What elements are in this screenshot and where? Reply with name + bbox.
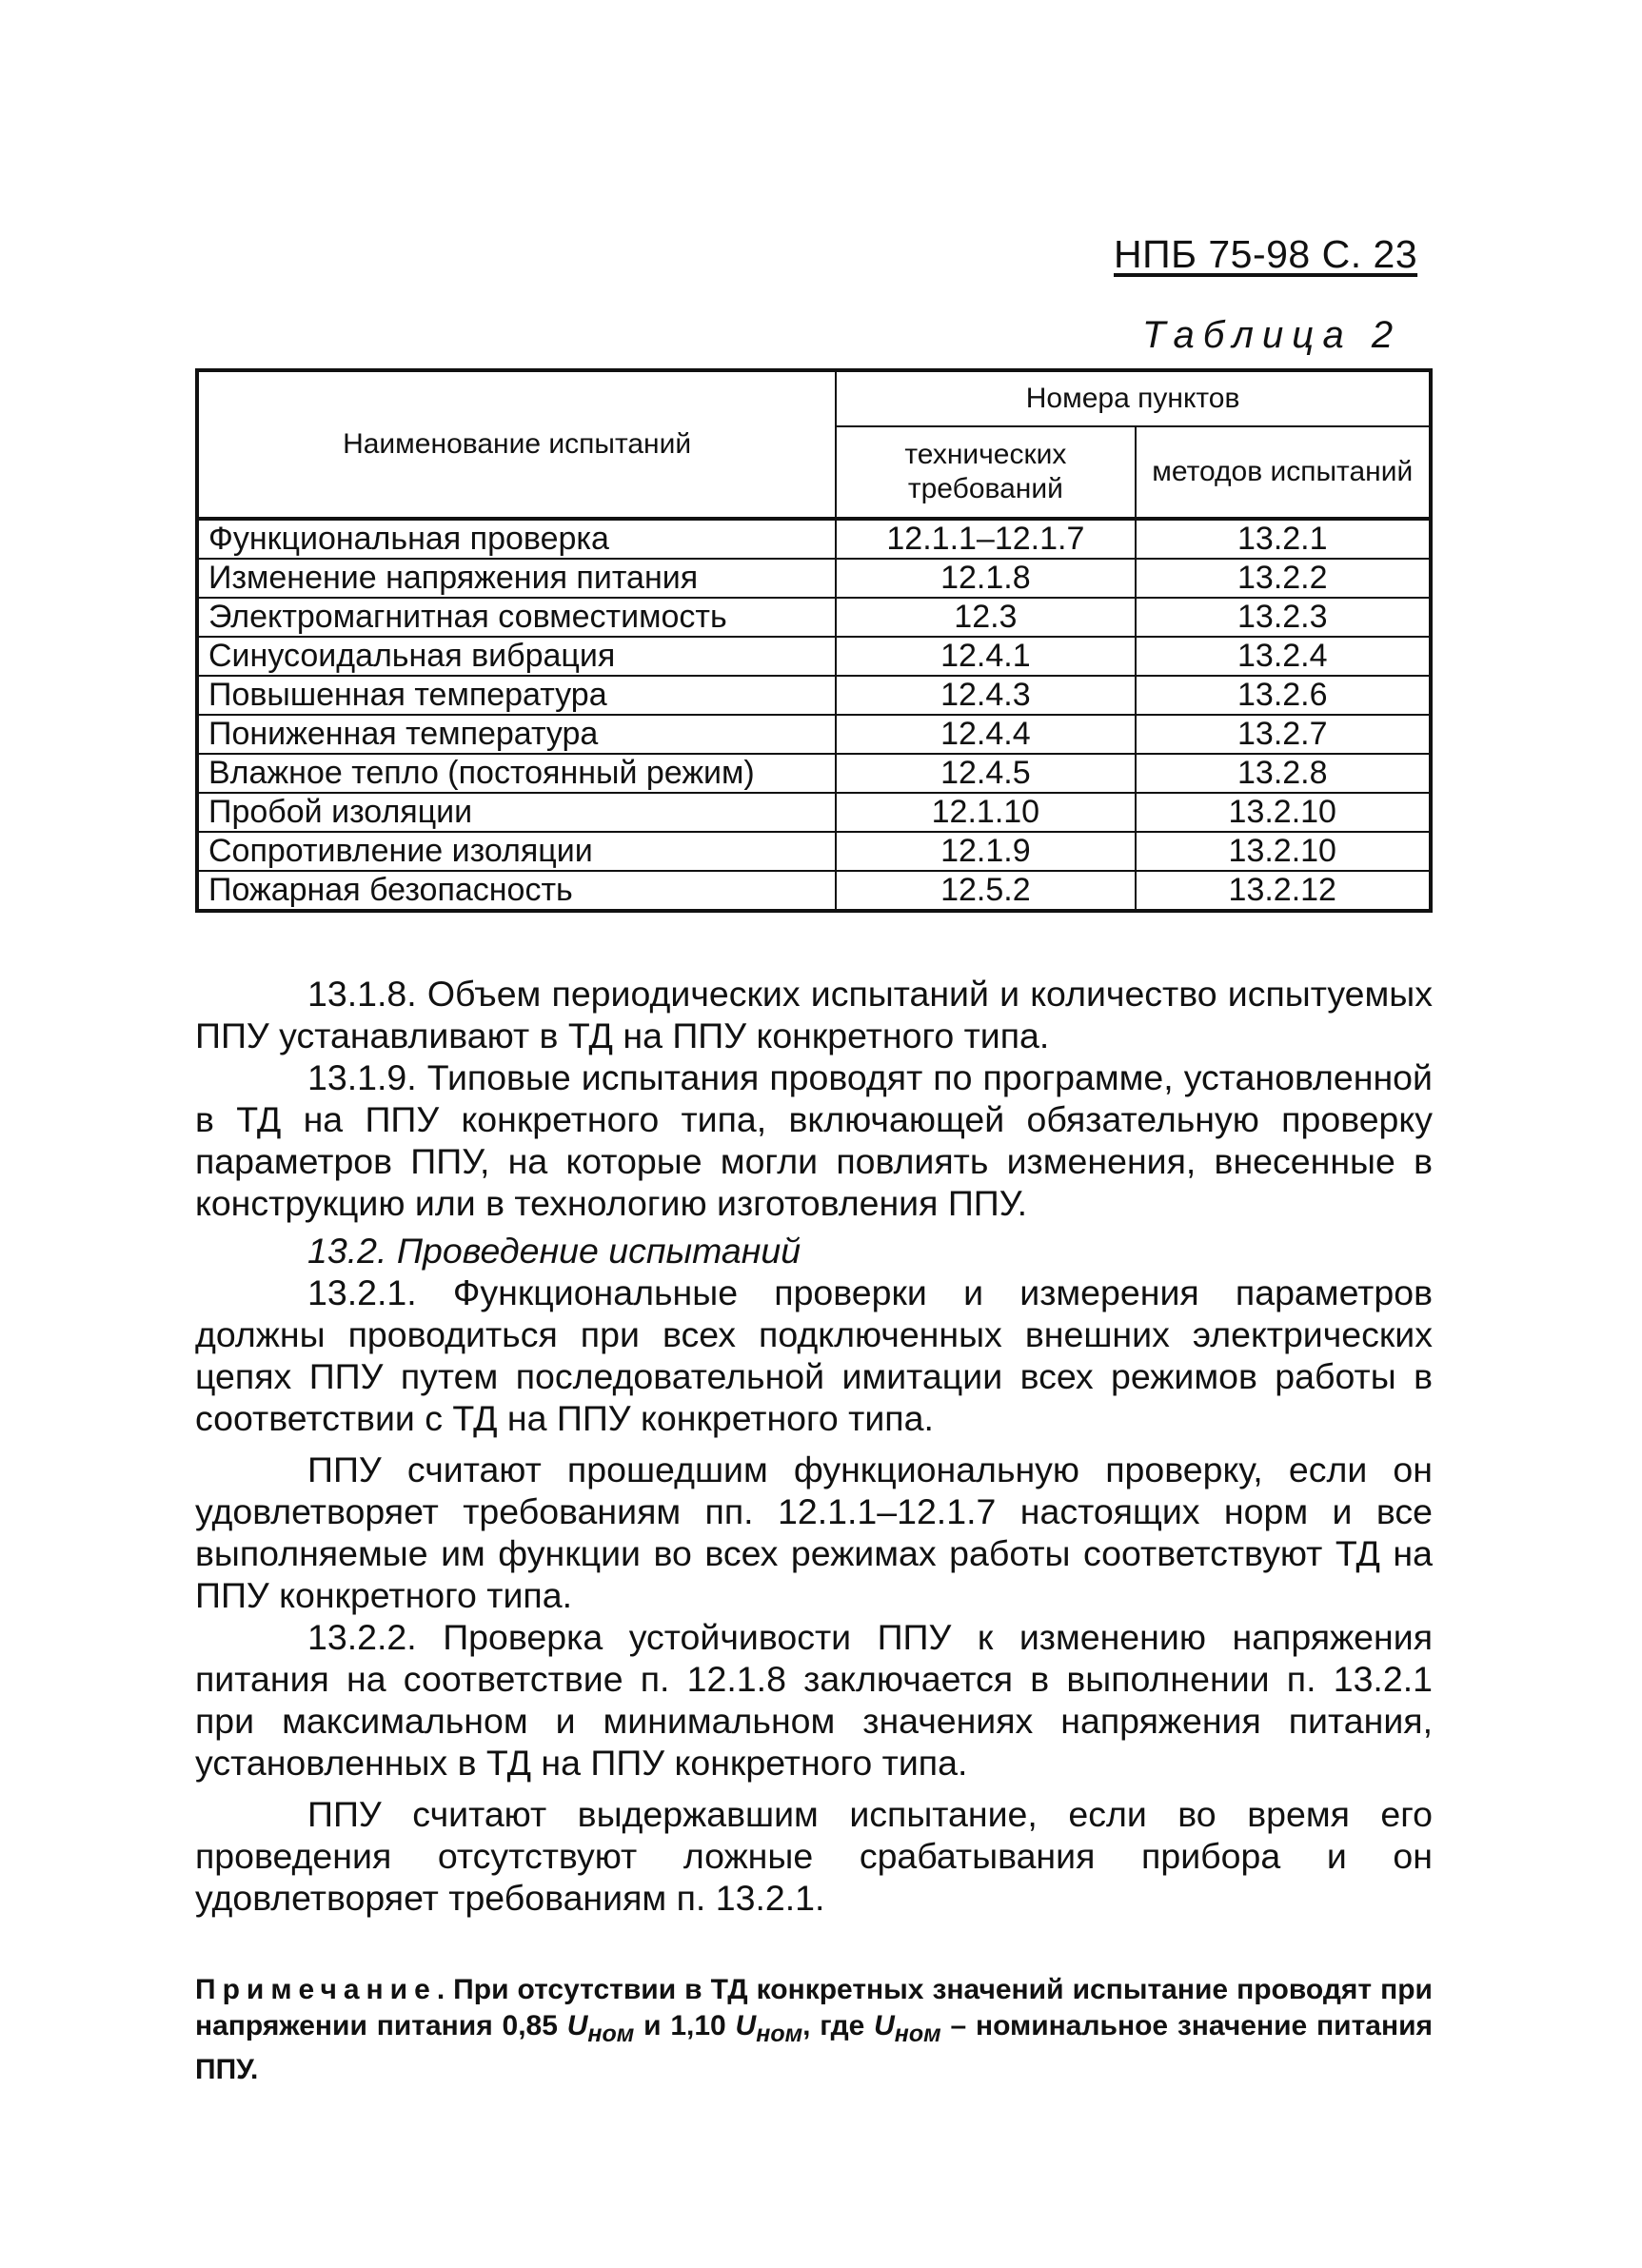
tech-requirement-ref: 12.4.4 <box>836 715 1135 754</box>
table-row <box>197 519 1431 559</box>
tech-requirement-ref: 12.1.10 <box>836 793 1135 832</box>
u-nom-symbol: $U_{ном}$ <box>566 2010 635 2047</box>
test-name: Влажное тепло (постоянный режим) <box>197 754 836 793</box>
paragraph-13-1-8: 13.1.8. Объем периодических испытаний и количество испытуемых ППУ устанавливают в ТД на ППУ конкретного типа. <box>195 974 1433 1055</box>
tech-requirement-ref: 12.4.1 <box>836 637 1135 676</box>
paragraph-13-2-1: 13.2.1. Функциональные проверки и измерения параметров должны проводиться при всех подключенных внешних электрических цепях ППУ путем последовательной имитации всех режимов работы в соответствии с ТД на ППУ конкретного типа. <box>195 1272 1433 1438</box>
test-name: Синусоидальная вибрация <box>197 637 836 676</box>
tech-requirement-ref: 12.1.9 <box>836 832 1135 871</box>
test-name: Изменение напряжения питания <box>197 559 836 598</box>
test-name: Функциональная проверка <box>197 519 836 559</box>
header-test-methods: методов испытаний <box>1136 426 1431 519</box>
table-row <box>197 559 1431 598</box>
table-row <box>197 637 1431 676</box>
tech-requirement-ref: 12.5.2 <box>836 871 1135 911</box>
table-caption: Таблица 2 <box>1142 314 1402 356</box>
note-text-2: и 1,10 <box>643 2010 726 2041</box>
body-text <box>195 973 1433 1919</box>
paragraph-13-2-2-result: ППУ считают выдержавшим испытание, если во время его проведения отсутствуют ложные срабатывания прибора и он удовлетворяет требованиям п. 13.2.1. <box>195 1794 1433 1918</box>
test-name: Повышенная температура <box>197 676 836 715</box>
section-heading: 13.2. Проведение испытаний <box>307 1231 801 1271</box>
tech-requirement-ref: 12.1.8 <box>836 559 1135 598</box>
note-text-1: . При отсутствии в ТД конкретных значений испытание проводят при напряжении питания 0,85 <box>195 1974 1433 2041</box>
note <box>195 1972 1433 2088</box>
test-method-ref: 13.2.6 <box>1136 676 1431 715</box>
table-row <box>197 793 1431 832</box>
tech-requirement-ref: 12.3 <box>836 598 1135 637</box>
test-method-ref: 13.2.2 <box>1136 559 1431 598</box>
tech-requirement-ref: 12.4.5 <box>836 754 1135 793</box>
table-row <box>197 598 1431 637</box>
paragraph-13-2-1-result: ППУ считают прошедшим функциональную проверку, если он удовлетворяет требованиям пп. 12.1.1–12.1.7 настоящих норм и все выполняемые им функции во всех режимах работы соответствуют ТД на ППУ конкретного типа. <box>195 1450 1433 1615</box>
page-header: НПБ 75-98 С. 23 <box>1114 232 1418 276</box>
header-item-numbers: Номера пунктов <box>836 370 1431 426</box>
table-row <box>197 715 1431 754</box>
tech-requirement-ref: 12.4.3 <box>836 676 1135 715</box>
test-method-ref: 13.2.10 <box>1136 793 1431 832</box>
u-nom-symbol: $U_{ном}$ <box>735 2010 803 2047</box>
test-name: Пониженная температура <box>197 715 836 754</box>
paragraph-13-2-2: 13.2.2. Проверка устойчивости ППУ к изменению напряжения питания на соответствие п. 12.1.8 заключается в выполнении п. 13.2.1 при максимальном и минимальном значениях напряжения питания, установленных в ТД на ППУ конкретного типа. <box>195 1617 1433 1783</box>
table-row <box>197 754 1431 793</box>
test-name: Сопротивление изоляции <box>197 832 836 871</box>
test-method-ref: 13.2.1 <box>1136 519 1431 559</box>
test-method-ref: 13.2.10 <box>1136 832 1431 871</box>
table-row <box>197 676 1431 715</box>
note-label: Примечание <box>195 1974 437 2005</box>
paragraph-13-1-9: 13.1.9. Типовые испытания проводят по программе, установленной в ТД на ППУ конкретного типа, включающей обязательную проверку параметров ППУ, на которые могли повлиять изменения, внесенные в конструкцию или в технологию изготовления ППУ. <box>195 1057 1433 1223</box>
tech-requirement-ref: 12.1.1–12.1.7 <box>836 519 1135 559</box>
tests-table <box>195 368 1433 913</box>
test-name: Пробой изоляции <box>197 793 836 832</box>
note-text-4: – номинальное значение питания ППУ. <box>195 2010 1434 2085</box>
test-method-ref: 13.2.4 <box>1136 637 1431 676</box>
test-method-ref: 13.2.8 <box>1136 754 1431 793</box>
test-method-ref: 13.2.3 <box>1136 598 1431 637</box>
u-nom-symbol: $U_{ном}$ <box>874 2010 941 2047</box>
header-test-name: Наименование испытаний <box>197 370 836 519</box>
test-method-ref: 13.2.12 <box>1136 871 1431 911</box>
test-method-ref: 13.2.7 <box>1136 715 1431 754</box>
note-text-3: , где <box>802 2010 865 2041</box>
table-row <box>197 871 1431 911</box>
test-name: Пожарная безопасность <box>197 871 836 911</box>
header-tech-requirements: технических требований <box>836 426 1135 519</box>
table-row <box>197 832 1431 871</box>
test-name: Электромагнитная совместимость <box>197 598 836 637</box>
